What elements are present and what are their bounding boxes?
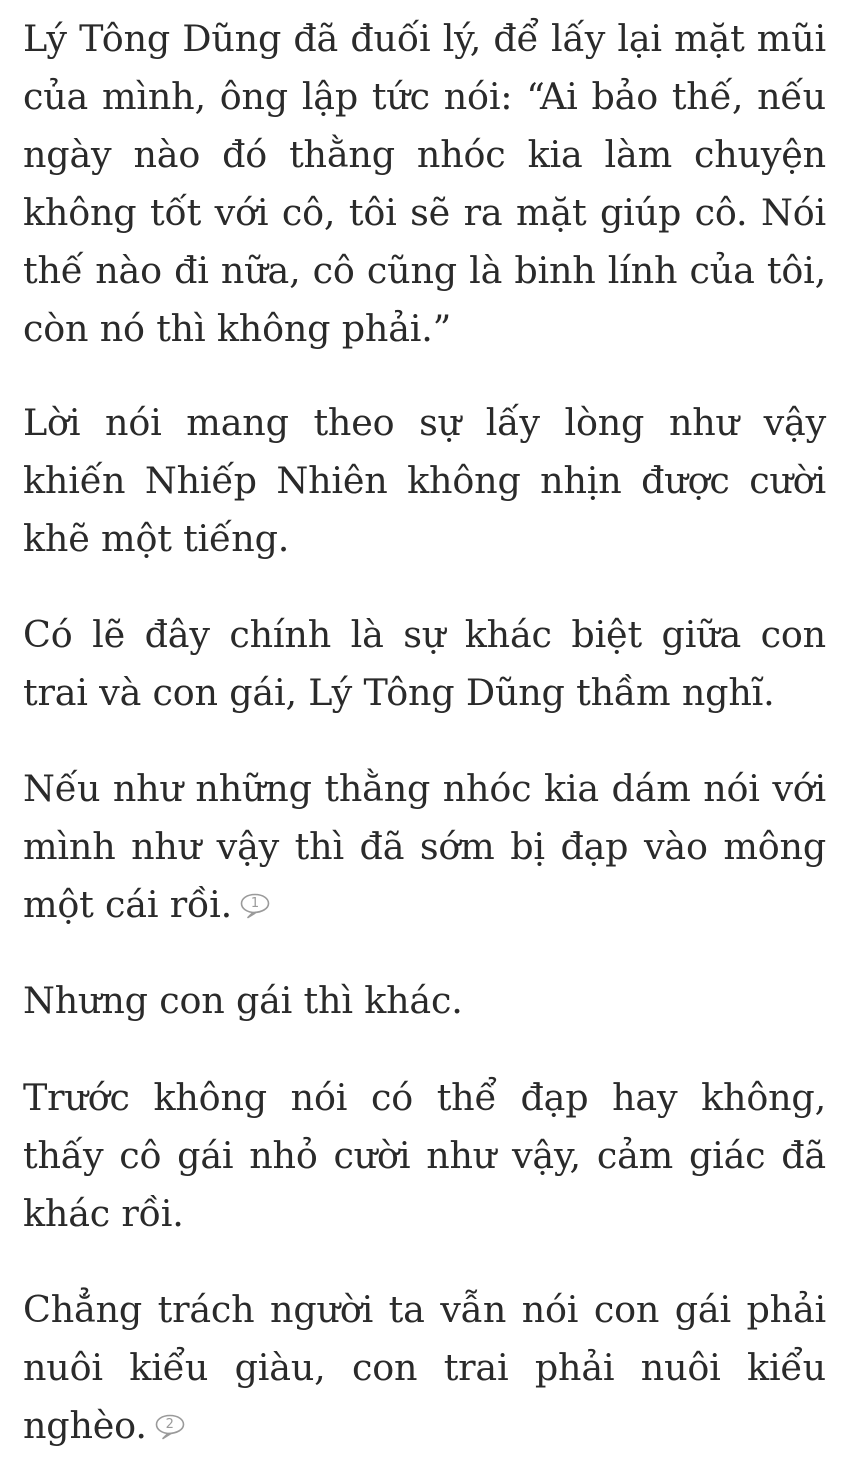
paragraph-1: Lý Tông Dũng đã đuối lý, để lấy lại mặt mũi của mình, ông lập tức nói: “Ai bảo thế, nếu ngày nào đó thằng nhóc kia làm chuyện không tốt với cô, tôi sẽ ra mặt giúp cô. Nói thế nào đi nữa, cô cũng là binh lính của tôi, còn nó thì không phải.” [23, 17, 826, 350]
comment-count-paragraph-4: 1 [250, 896, 260, 911]
comment-badge-paragraph-7[interactable] [155, 1414, 185, 1436]
paragraph-3: Có lẽ đây chính là sự khác biệt giữa con trai và con gái, Lý Tông Dũng thầm nghĩ. [23, 613, 826, 714]
paragraph-7-text: Chẳng trách người ta vẫn nói con gái phải nuôi kiểu giàu, con trai phải nuôi kiểu nghèo. [23, 1288, 826, 1447]
comment-badge-paragraph-4[interactable] [240, 893, 270, 915]
paragraph-4-text: Nếu như những thằng nhóc kia dám nói với mình như vậy thì đã sớm bị đạp vào mông một cái rồi. [23, 767, 826, 926]
paragraph-7 [23, 1281, 826, 1455]
paragraph-2: Lời nói mang theo sự lấy lòng như vậy khiến Nhiếp Nhiên không nhịn được cười khẽ một tiếng. [23, 401, 826, 560]
paragraph-6: Trước không nói có thể đạp hay không, thấy cô gái nhỏ cười như vậy, cảm giác đã khác rồi. [23, 1076, 826, 1235]
paragraph-5: Nhưng con gái thì khác. [23, 979, 463, 1022]
comment-count-paragraph-7: 2 [165, 1417, 174, 1432]
paragraph-4 [23, 760, 826, 934]
